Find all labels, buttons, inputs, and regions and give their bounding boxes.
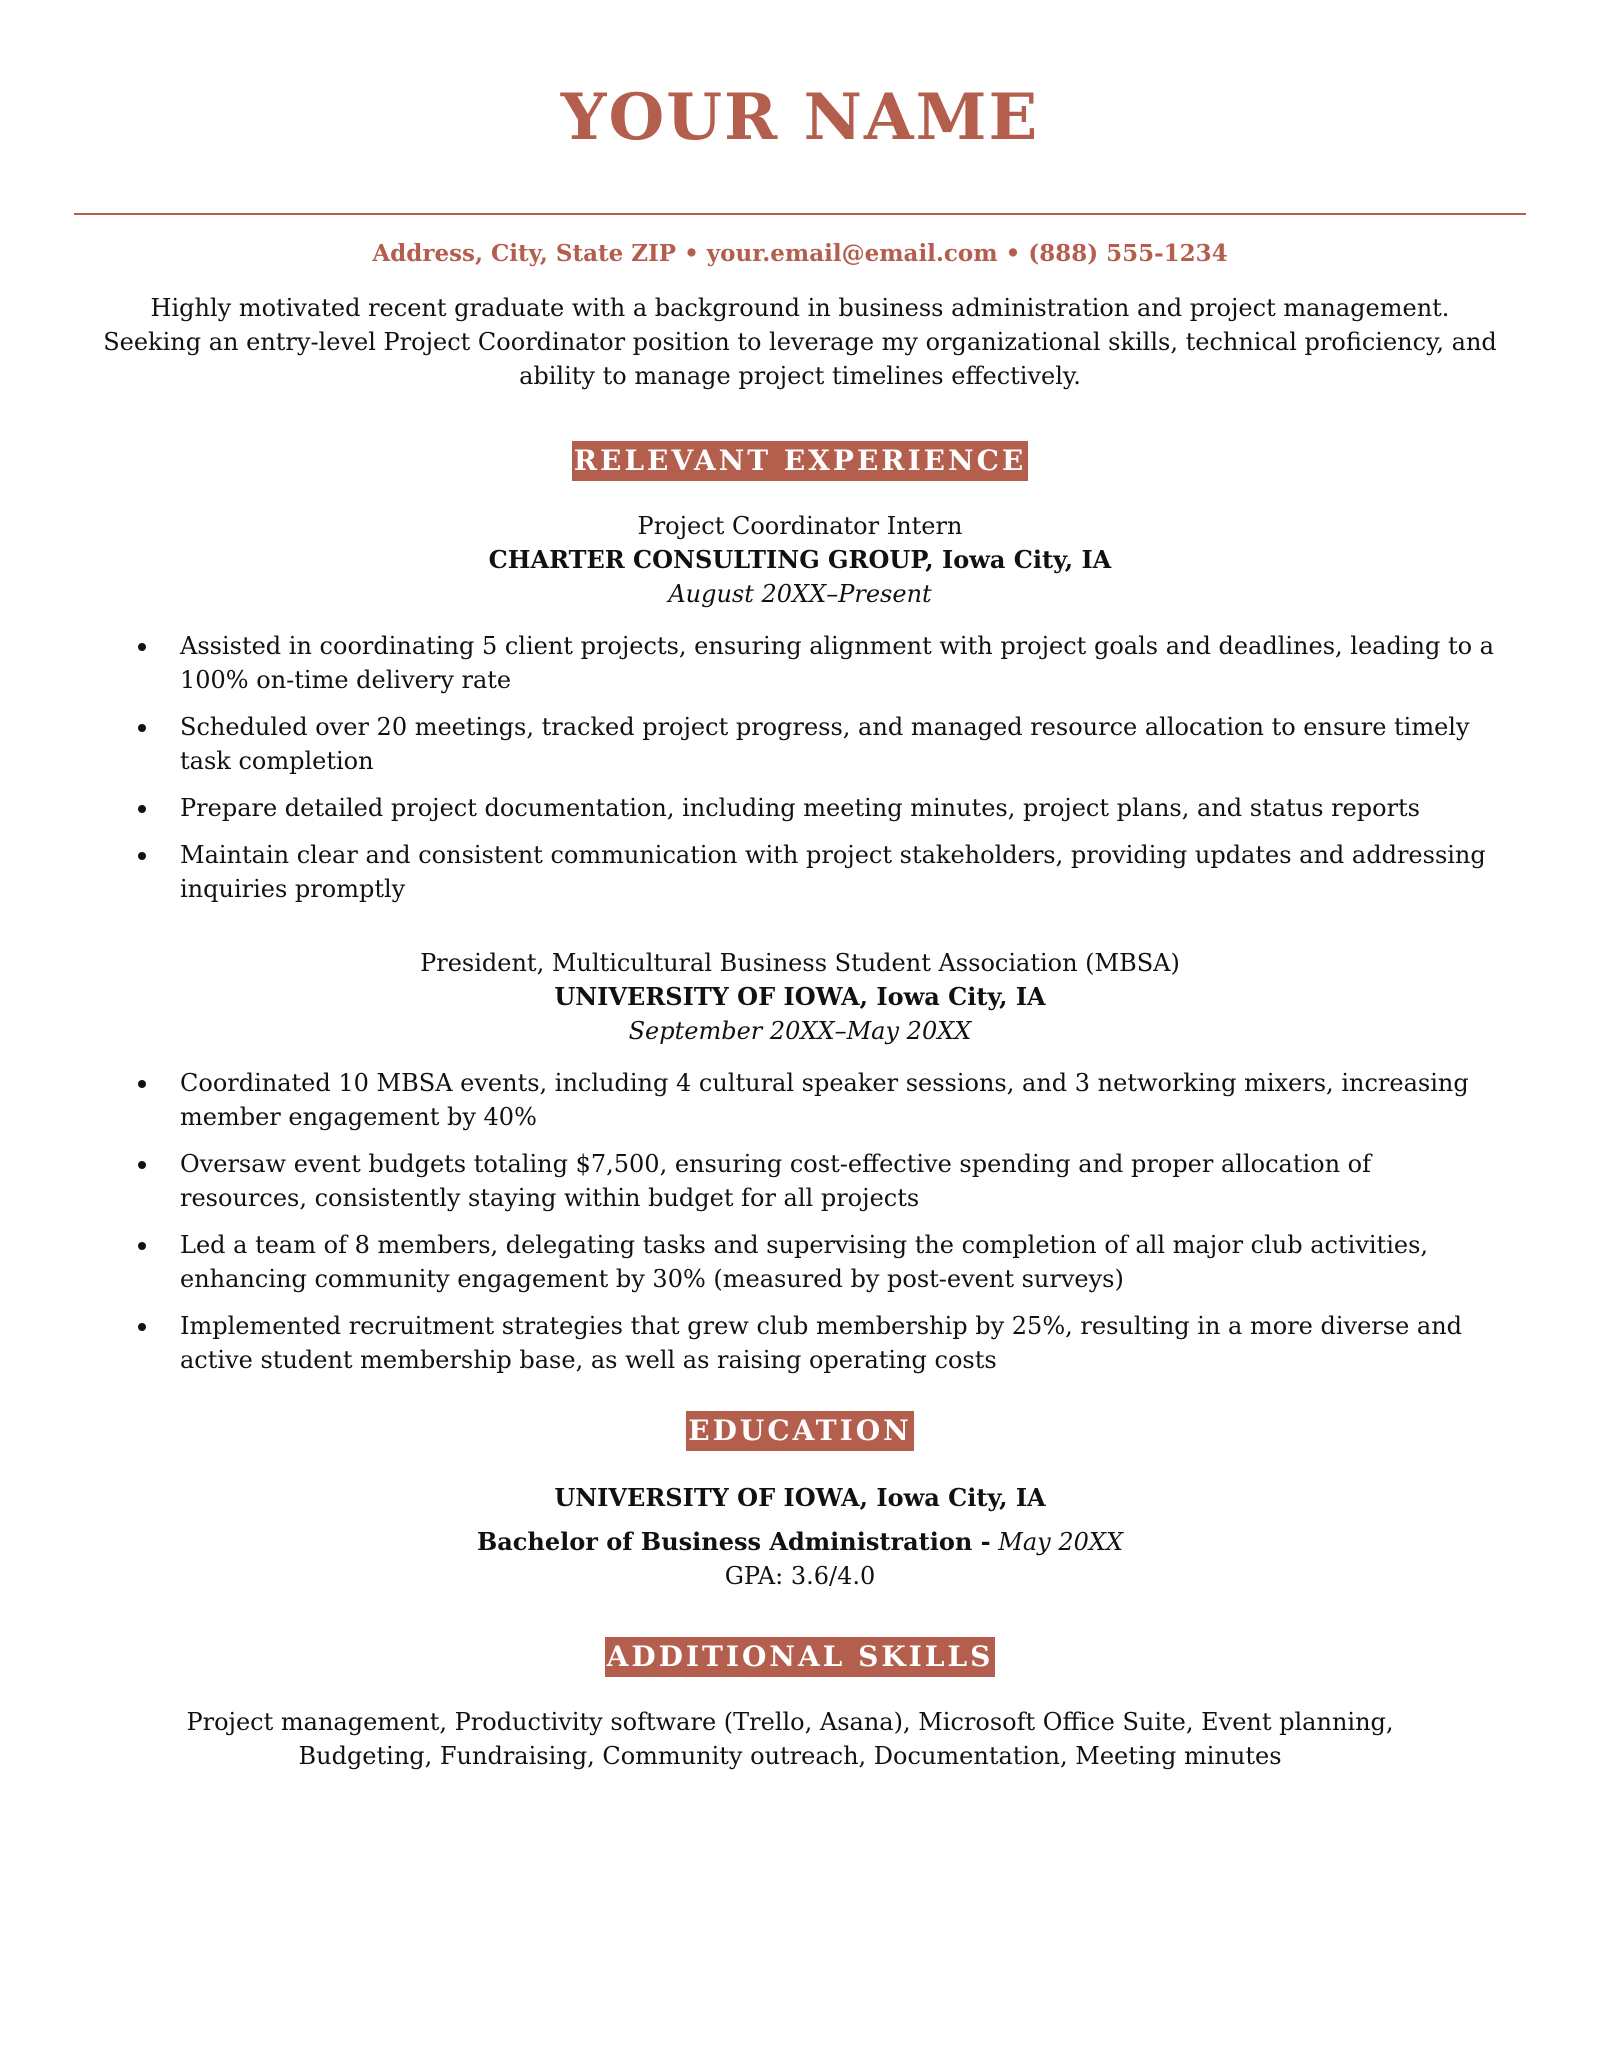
education-heading-label: EDUCATION bbox=[686, 1411, 913, 1451]
bullet-dot-icon bbox=[138, 724, 146, 732]
bullet-text: Implemented recruitment strategies that grew club membership by 25%, resulting in a more diverse and active student membership base, as well as raising operating costs bbox=[180, 1312, 1463, 1374]
job-organization: UNIVERSITY OF IOWA, Iowa City, IA bbox=[554, 982, 1046, 1011]
separator-bullet: • bbox=[684, 240, 699, 267]
bullet-dot-icon bbox=[138, 1080, 146, 1088]
job-dates: September 20XX–May 20XX bbox=[628, 1017, 972, 1045]
contact-email[interactable]: your.email@email.com bbox=[706, 240, 998, 267]
list-item bbox=[98, 710, 1502, 778]
bullet-dot-icon bbox=[138, 1323, 146, 1331]
bullet-text: Scheduled over 20 meetings, tracked project progress, and managed resource allocation to ensure timely task completion bbox=[180, 713, 1470, 775]
job-bullet-list bbox=[98, 1066, 1502, 1377]
bullet-text: Coordinated 10 MBSA events, including 4 cultural speaker sessions, and 3 networking mixers, increasing member engagement by 40% bbox=[180, 1069, 1469, 1131]
education-section-heading bbox=[98, 1411, 1502, 1451]
list-item bbox=[98, 838, 1502, 906]
list-item bbox=[98, 1309, 1502, 1377]
education-degree-line bbox=[98, 1525, 1502, 1559]
job-title: President, Multicultural Business Student Association (MBSA) bbox=[420, 949, 1180, 977]
job-title: Project Coordinator Intern bbox=[637, 512, 963, 540]
education-degree: Bachelor of Business Administration - bbox=[476, 1527, 991, 1556]
contact-address: Address, City, State ZIP bbox=[372, 240, 677, 267]
list-item bbox=[98, 1228, 1502, 1296]
candidate-name: YOUR NAME bbox=[560, 80, 1040, 155]
bullet-text: Prepare detailed project documentation, including meeting minutes, project plans, and status reports bbox=[180, 794, 1420, 822]
experience-section-heading bbox=[98, 441, 1502, 481]
education-institution: UNIVERSITY OF IOWA, Iowa City, IA bbox=[554, 1483, 1046, 1512]
job-dates: August 20XX–Present bbox=[668, 580, 932, 608]
list-item bbox=[98, 791, 1502, 825]
bullet-dot-icon bbox=[138, 805, 146, 813]
education-date: May 20XX bbox=[998, 1528, 1124, 1556]
skills-text: Project management, Productivity software (Trello, Asana), Microsoft Office Suite, Event planning, Budgeting, Fundraising, Community outreach, Documentation, Meeting minutes bbox=[186, 1708, 1394, 1770]
list-item bbox=[98, 629, 1502, 697]
job-organization: CHARTER CONSULTING GROUP, Iowa City, IA bbox=[488, 545, 1112, 574]
job-entry bbox=[98, 946, 1502, 1377]
bullet-dot-icon bbox=[138, 1242, 146, 1250]
summary-paragraph: Highly motivated recent graduate with a background in business administration and project management. Seeking an entry-level Project Coordinator position to leverage my organizational skills, technical proficiency, and ability to manage project timelines effectively. bbox=[103, 294, 1497, 390]
job-entry bbox=[98, 509, 1502, 906]
bullet-text: Maintain clear and consistent communication with project stakeholders, providing updates and addressing inquiries promptly bbox=[180, 841, 1486, 903]
skills-heading-label: ADDITIONAL SKILLS bbox=[605, 1637, 996, 1677]
bullet-dot-icon bbox=[138, 852, 146, 860]
header-divider bbox=[74, 213, 1526, 215]
skills-section-heading bbox=[98, 1637, 1502, 1677]
bullet-dot-icon bbox=[138, 643, 146, 651]
bullet-text: Oversaw event budgets totaling $7,500, ensuring cost-effective spending and proper allocation of resources, consistently staying within budget for all projects bbox=[180, 1150, 1372, 1212]
experience-heading-label: RELEVANT EXPERIENCE bbox=[572, 441, 1029, 481]
list-item bbox=[98, 1066, 1502, 1134]
bullet-text: Led a team of 8 members, delegating tasks and supervising the completion of all major club activities, enhancing community engagement by 30% (measured by post-event surveys) bbox=[180, 1231, 1429, 1293]
list-item bbox=[98, 1147, 1502, 1215]
contact-phone[interactable]: (888) 555-1234 bbox=[1028, 240, 1228, 267]
education-gpa: GPA: 3.6/4.0 bbox=[724, 1562, 876, 1590]
job-bullet-list bbox=[98, 629, 1502, 906]
bullet-text: Assisted in coordinating 5 client projects, ensuring alignment with project goals and deadlines, leading to a 100% on-time delivery rate bbox=[180, 632, 1494, 694]
bullet-dot-icon bbox=[138, 1161, 146, 1169]
separator-bullet: • bbox=[1005, 240, 1021, 267]
contact-line bbox=[98, 239, 1502, 269]
